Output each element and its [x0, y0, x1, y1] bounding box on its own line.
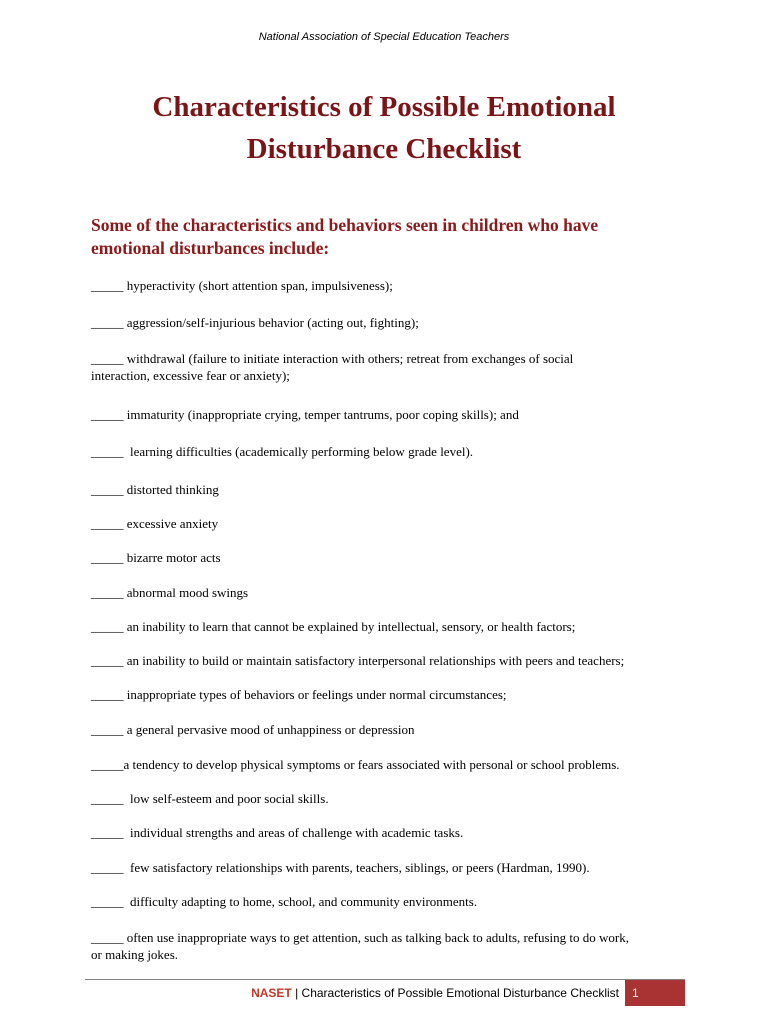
checklist-item-text: abnormal mood swings — [126, 585, 249, 600]
checklist-item-text: bizarre motor acts — [126, 550, 221, 565]
checklist-item — [91, 584, 681, 601]
checklist-item — [91, 277, 681, 294]
checklist-blank: _____ — [91, 444, 130, 459]
title-line-2: Disturbance Checklist — [246, 133, 522, 165]
checklist-item — [91, 859, 681, 876]
footer-divider — [85, 979, 685, 980]
footer-separator: | — [291, 986, 302, 1000]
checklist-item — [91, 652, 681, 669]
checklist-blank: _____ — [91, 722, 127, 737]
checklist-item-text: difficulty adapting to home, school, and community environments. — [130, 894, 478, 909]
checklist-blank: _____ — [91, 653, 127, 668]
checklist-blank: _____ — [91, 315, 127, 330]
checklist-item — [91, 686, 681, 703]
checklist-blank: _____ — [91, 860, 130, 875]
checklist-item-text: individual strengths and areas of challenge with academic tasks. — [130, 825, 464, 840]
checklist-item — [91, 824, 681, 841]
checklist-item — [91, 756, 681, 773]
checklist-item-text: low self-esteem and poor social skills. — [130, 791, 329, 806]
checklist-item-text-continued: or making jokes. — [91, 947, 179, 962]
checklist-item-text: a tendency to develop physical symptoms or fears associated with personal or school problems. — [123, 757, 620, 772]
checklist-item — [91, 618, 681, 635]
checklist-item — [91, 350, 681, 384]
checklist-item-text: an inability to learn that cannot be explained by intellectual, sensory, or health factors; — [126, 619, 576, 634]
footer-brand: NASET — [251, 986, 292, 1000]
checklist-item — [91, 549, 681, 566]
title-line-1: Characteristics of Possible Emotional — [152, 91, 616, 123]
checklist-item — [91, 893, 681, 910]
checklist-item-text: hyperactivity (short attention span, impulsiveness); — [126, 278, 393, 293]
checklist-item — [91, 515, 681, 532]
checklist-item-text: often use inappropriate ways to get attention, such as talking back to adults, refusing to do work, — [126, 930, 629, 945]
checklist-item-text: aggression/self-injurious behavior (acting out, fighting); — [126, 315, 419, 330]
checklist-item-text: learning difficulties (academically performing below grade level). — [130, 444, 474, 459]
checklist-item-text: an inability to build or maintain satisfactory interpersonal relationships with peers and teachers; — [126, 653, 625, 668]
checklist-item — [91, 406, 681, 423]
checklist-item-text: a general pervasive mood of unhappiness or depression — [126, 722, 415, 737]
checklist-blank: _____ — [91, 894, 130, 909]
checklist-blank: _____ — [91, 791, 130, 806]
checklist-item — [91, 929, 681, 963]
intro-line-1: Some of the characteristics and behaviors seen in children who have — [91, 215, 599, 235]
checklist-blank: _____ — [91, 619, 127, 634]
checklist-item — [91, 443, 681, 460]
checklist-blank: _____ — [91, 550, 127, 565]
page-header: National Association of Special Education Teachers — [258, 31, 510, 43]
checklist-blank: _____ — [91, 407, 127, 422]
checklist-blank: _____ — [91, 516, 127, 531]
checklist-item-text: few satisfactory relationships with parents, teachers, siblings, or peers (Hardman, 1990). — [130, 860, 590, 875]
document-title — [0, 86, 768, 170]
intro-line-2: emotional disturbances include: — [91, 238, 330, 258]
page-number: 1 — [625, 980, 685, 1006]
checklist-blank: _____ — [91, 482, 127, 497]
footer-title: Characteristics of Possible Emotional Disturbance Checklist — [301, 986, 619, 1000]
footer-text — [200, 986, 619, 1000]
checklist-item-text: inappropriate types of behaviors or feelings under normal circumstances; — [126, 687, 507, 702]
checklist-item-text: immaturity (inappropriate crying, temper tantrums, poor coping skills); and — [126, 407, 519, 422]
checklist-blank: _____ — [91, 585, 127, 600]
checklist-item — [91, 481, 681, 498]
checklist-item-text: excessive anxiety — [126, 516, 219, 531]
checklist-item — [91, 721, 681, 738]
intro-heading — [91, 214, 691, 260]
checklist-item-text: withdrawal (failure to initiate interaction with others; retreat from exchanges of social — [126, 351, 574, 366]
checklist-blank: _____ — [91, 930, 127, 945]
checklist-blank: _____ — [91, 278, 127, 293]
checklist-item — [91, 314, 681, 331]
checklist-item — [91, 790, 681, 807]
checklist-blank: _____ — [91, 757, 124, 772]
checklist-blank: _____ — [91, 825, 130, 840]
checklist-blank: _____ — [91, 687, 127, 702]
checklist-blank: _____ — [91, 351, 127, 366]
checklist-item-text: distorted thinking — [126, 482, 219, 497]
checklist-item-text-continued: interaction, excessive fear or anxiety); — [91, 368, 290, 383]
